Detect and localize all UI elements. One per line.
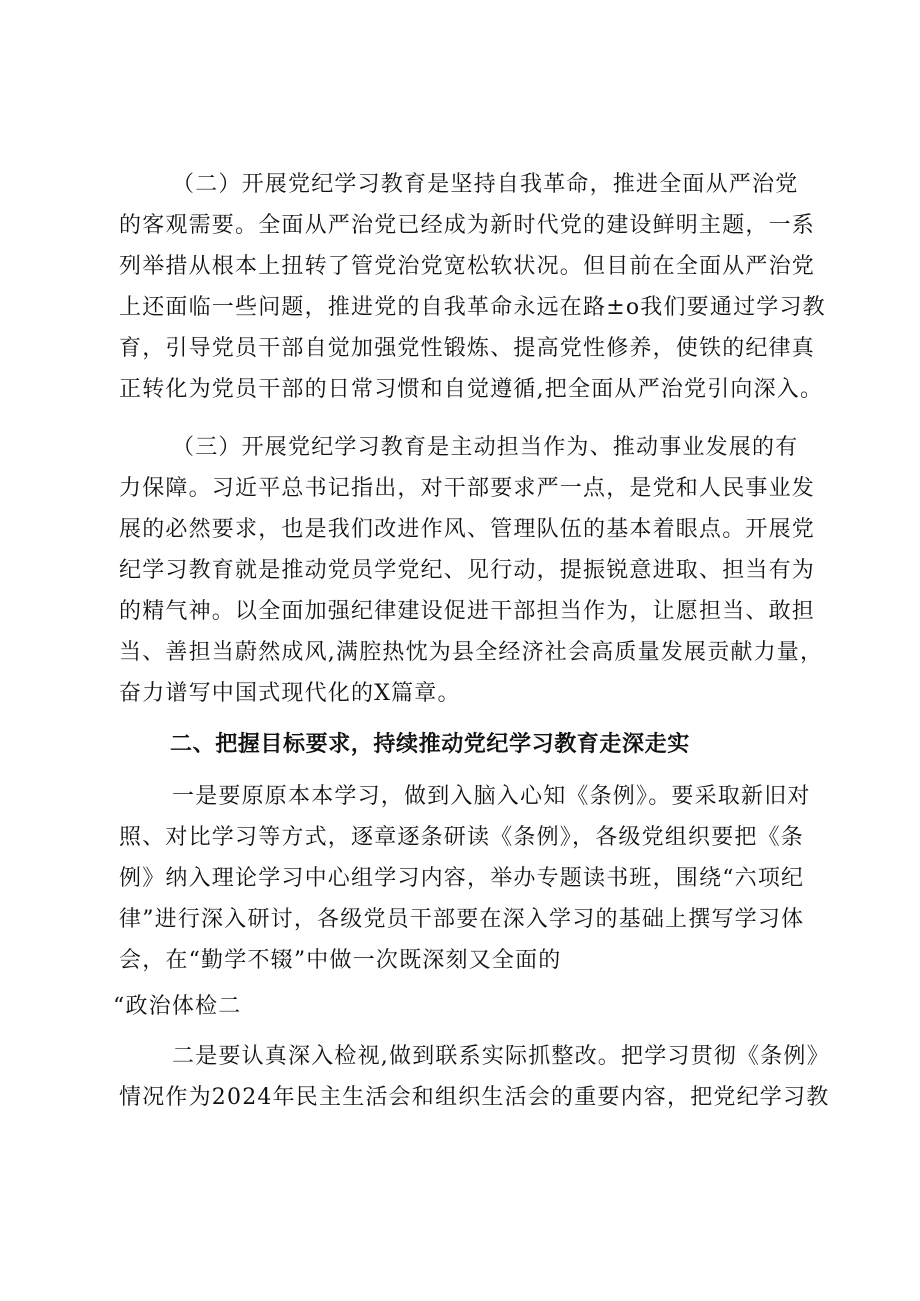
para-3-line-3: 展的必然要求，也是我们改进作风、管理队伍的基本着眼点。开展党 [119, 517, 816, 542]
para-3-line-5: 的精气神。以全面加强纪律建设促进干部担当作为，让愿担当、敢担 [119, 599, 816, 624]
para-4-line-2: 照、对比学习等方式，逐章逐条研读《条例》，各级党组织要把《条 [119, 825, 805, 850]
para-3-line-1: （三）开展党纪学习教育是主动担当作为、推动事业发展的有 [172, 435, 799, 460]
para-3-line-6: 当、善担当蔚然成风,满腔热忱为县全经济社会高质量发展贡献力量， [119, 640, 824, 665]
para-2-line-1: （二）开展党纪学习教育是坚持自我革命，推进全面从严治党 [172, 172, 799, 197]
para-5-line-2: 情况作为2024年民主生活会和组织生活会的重要内容，把党纪学习教 [119, 1085, 830, 1110]
para-2-line-3: 列举措从根本上扭转了管党治党宽松软状况。但目前在全面从严治党 [119, 254, 816, 279]
para-4-line-5: 会，在“勤学不辍”中做一次既深刻又全面的 [119, 948, 562, 973]
para-3-line-2: 力保障。习近平总书记指出，对干部要求严一点，是党和人民事业发 [119, 476, 816, 501]
para-4-line-4: 律”进行深入研讨，各级党员干部要在深入学习的基础上撰写学习体 [119, 907, 805, 932]
para-2-line-2: 的客观需要。全面从严治党已经成为新时代党的建设鲜明主题，一系 [119, 213, 816, 238]
para-4-line-1: 一是要原原本本学习，做到入脑入心知《条例》。要采取新旧对 [172, 784, 811, 809]
section-heading: 二、把握目标要求，持续推动党纪学习教育走深走实 [170, 732, 690, 757]
para-4-line-3: 例》纳入理论学习中心组学习内容，举办专题读书班，围绕“六项纪 [119, 866, 805, 891]
para-4-line-6: “政治体检二 [113, 994, 242, 1019]
para-2-line-4: 上还面临一些问题，推进党的自我革命永远在路±o我们要通过学习教 [119, 295, 826, 320]
para-5-line-1: 二是要认真深入检视,做到联系实际抓整改。把学习贯彻《条例》 [172, 1044, 830, 1069]
para-2-line-6: 正转化为党员干部的日常习惯和自觉遵循,把全面从严治党引向深入。 [119, 377, 824, 402]
para-3-line-7: 奋力谱写中国式现代化的X篇章。 [119, 681, 461, 706]
para-3-line-4: 纪学习教育就是推动党员学党纪、见行动，提振锐意进取、担当有为 [119, 558, 816, 583]
para-2-line-5: 育，引导党员干部自觉加强党性锻炼、提高党性修养，使铁的纪律真 [119, 336, 816, 361]
